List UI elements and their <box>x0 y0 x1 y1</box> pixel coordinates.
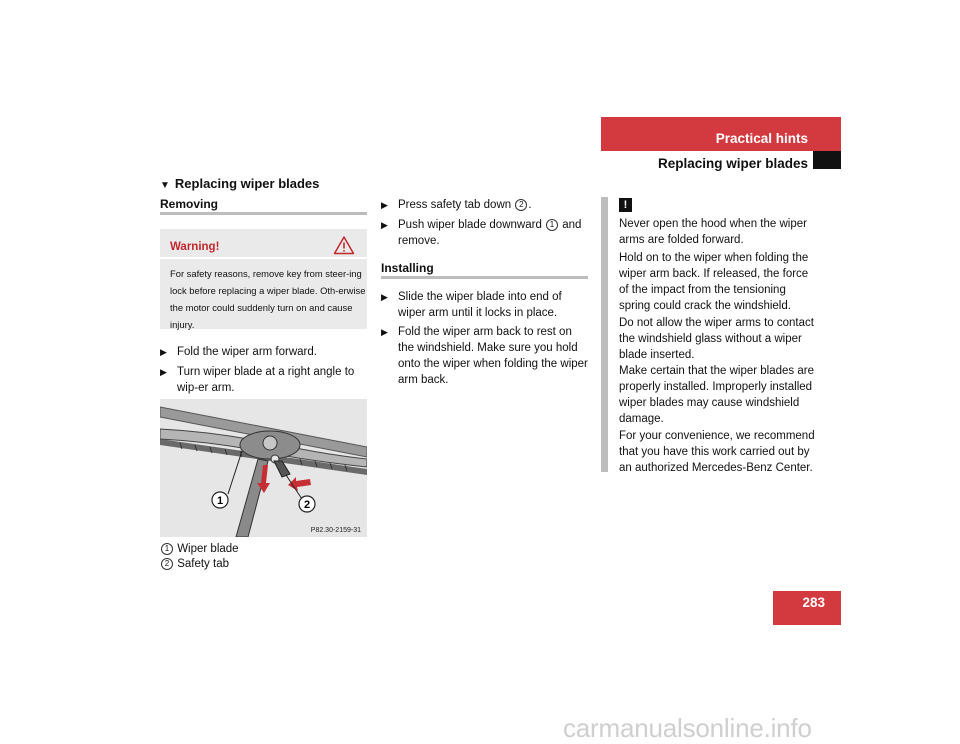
callout-1: 1 <box>216 495 224 507</box>
note-paragraph: Do not allow the wiper arms to contact the windshield glass without a wiper blade inserted. <box>619 317 814 361</box>
legend-item <box>160 542 239 557</box>
col2-step-1-text <box>381 197 588 213</box>
step-text: and remove. <box>398 219 582 247</box>
watermark: carmanualsonline.info <box>563 713 812 743</box>
bullet-arrow-icon: ▶ <box>160 367 167 377</box>
removing-heading: Removing <box>160 197 219 211</box>
installing-rule <box>381 276 588 279</box>
installing-heading: Installing <box>381 261 434 275</box>
header-section-title: Practical hints <box>715 131 808 146</box>
bullet-arrow-icon: ▶ <box>381 327 388 337</box>
installing-step-1 <box>381 289 588 321</box>
removing-rule <box>160 212 367 215</box>
legend-label: Wiper blade <box>177 543 239 555</box>
wiper-figure <box>160 399 367 537</box>
removing-step-2 <box>160 364 367 396</box>
removing-step-1-text: Fold the wiper arm forward. <box>177 346 317 358</box>
note-paragraph: Hold on to the wiper when folding the wiper arm back. If released, the force of the impact from the tensioning spring could crack the windshield. <box>619 252 809 312</box>
warning-label: Warning! <box>170 241 220 253</box>
note-paragraph: For your convenience, we recommend that you have this work carried out by an authorized Mercedes-Benz Center. <box>619 430 815 474</box>
removing-step-2-text: Turn wiper blade at a right angle to wip-er arm. <box>177 366 355 394</box>
legend-label: Safety tab <box>177 558 229 570</box>
triangle-down-icon: ▼ <box>160 180 170 191</box>
step-text: Press safety tab down <box>398 199 515 211</box>
warning-divider <box>160 257 367 259</box>
legend-number: 1 <box>161 543 173 555</box>
step-number: 1 <box>546 219 558 231</box>
bullet-arrow-icon: ▶ <box>381 292 388 302</box>
warning-box <box>160 229 367 329</box>
note-paragraph: Make certain that the wiper blades are properly installed. Improperly installed wiper blades may cause windshield damage. <box>619 365 814 425</box>
warning-triangle-icon <box>333 235 355 255</box>
col2-step-2 <box>381 217 588 249</box>
exclamation-icon: ! <box>619 198 632 212</box>
removing-step-1 <box>160 344 367 360</box>
legend-item <box>160 557 229 572</box>
note-sidebar-bar <box>601 197 608 472</box>
installing-step-2 <box>381 324 588 388</box>
figure-code: P82.30-2159-31 <box>310 527 361 534</box>
legend-number: 2 <box>161 558 173 570</box>
step-text: . <box>528 199 532 211</box>
bullet-arrow-icon: ▶ <box>160 347 167 357</box>
note-paragraph: Never open the hood when the wiper arms are folded forward. <box>619 218 807 246</box>
page-number: 283 <box>802 595 825 610</box>
step-text: Push wiper blade downward <box>398 219 546 231</box>
bullet-arrow-icon: ▶ <box>381 200 388 210</box>
callout-2: 2 <box>303 499 311 511</box>
section-title <box>160 176 319 191</box>
section-title-text: Replacing wiper blades <box>174 176 320 191</box>
col2-step-1 <box>381 197 588 213</box>
installing-step-1-text: Slide the wiper blade into end of wiper arm until it locks in place. <box>398 291 562 319</box>
header-subsection-title: Replacing wiper blades <box>657 156 808 171</box>
wiper-illustration <box>160 399 367 537</box>
warning-text: For safety reasons, remove key from steer-ing lock before replacing a wiper blade. Oth-erwise the motor could suddenly turn on and cause injury. <box>170 268 366 330</box>
installing-step-2-text: Fold the wiper arm back to rest on the windshield. Make sure you hold onto the wiper when folding the wiper arm back. <box>398 326 588 386</box>
header-tab-marker <box>813 151 841 169</box>
step-number: 2 <box>515 199 527 211</box>
bullet-arrow-icon: ▶ <box>381 220 388 230</box>
col2-step-2-text <box>381 217 588 249</box>
